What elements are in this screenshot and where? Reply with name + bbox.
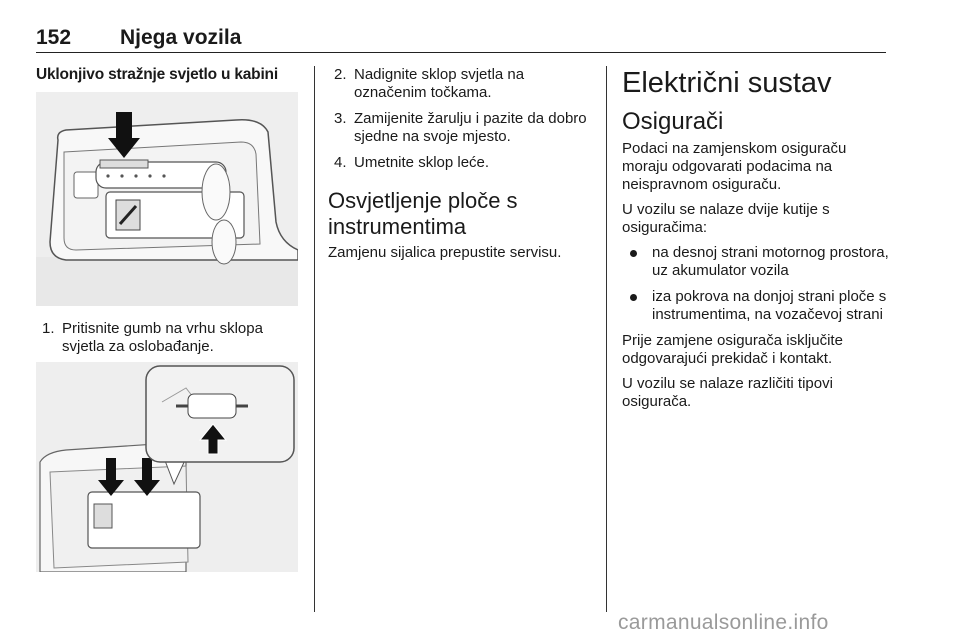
section-heading: Osigurači — [622, 108, 724, 135]
watermark: carmanualsonline.info — [618, 611, 829, 634]
paragraph: Podaci na zamjenskom osiguraču moraju odgovarati podacima na neispravnom osiguraču. — [622, 140, 847, 193]
list-item: 1. Pritisnite gumb na vrhu sklopa svjetla za oslobađanje. — [42, 320, 263, 355]
paragraph: U vozilu se nalaze dvije kutije s osiguračima: — [622, 201, 830, 236]
bullet-icon — [630, 294, 637, 301]
column-divider — [606, 66, 607, 612]
column-3 — [622, 66, 890, 418]
column-2 — [328, 66, 596, 269]
paragraph: Prije zamjene osigurača isključite odgovarajući prekidač i kontakt. — [622, 332, 843, 367]
paragraph: Zamjenu sijalica prepustite servisu. — [328, 244, 562, 261]
bullet-icon — [630, 250, 637, 257]
list-item: 4. Umetnite sklop leće. — [334, 154, 490, 171]
bulb-illustration — [36, 362, 298, 572]
page-number: 152 — [36, 26, 72, 49]
page-header — [36, 26, 886, 53]
step-list — [36, 320, 304, 364]
list-item: na desnoj strani motornog prostora, uz akumulator vozila — [622, 244, 890, 280]
list-item: 2. Nadignite sklop svjetla na označenim točkama. — [334, 66, 525, 101]
lamp-illustration — [36, 92, 298, 306]
column-1 — [36, 66, 304, 84]
list-item: iza pokrova na donjoj strani ploče s instrumentima, na vozačevoj strani — [622, 288, 890, 324]
chapter-title: Njega vozila — [120, 26, 242, 49]
paragraph: U vozilu se nalaze različiti tipovi osigurača. — [622, 375, 833, 410]
bullet-list — [622, 244, 890, 324]
section-heading: Osvjetljenje ploče s instrumentima — [328, 188, 518, 239]
section-heading: Uklonjivo stražnje svjetlo u kabini — [36, 66, 278, 83]
list-item: 3. Zamijenite žarulju i pazite da dobro sjedne na svoje mjesto. — [334, 110, 587, 145]
column-divider — [314, 66, 315, 612]
page-title: Električni sustav — [622, 67, 832, 99]
step-list — [328, 66, 596, 172]
